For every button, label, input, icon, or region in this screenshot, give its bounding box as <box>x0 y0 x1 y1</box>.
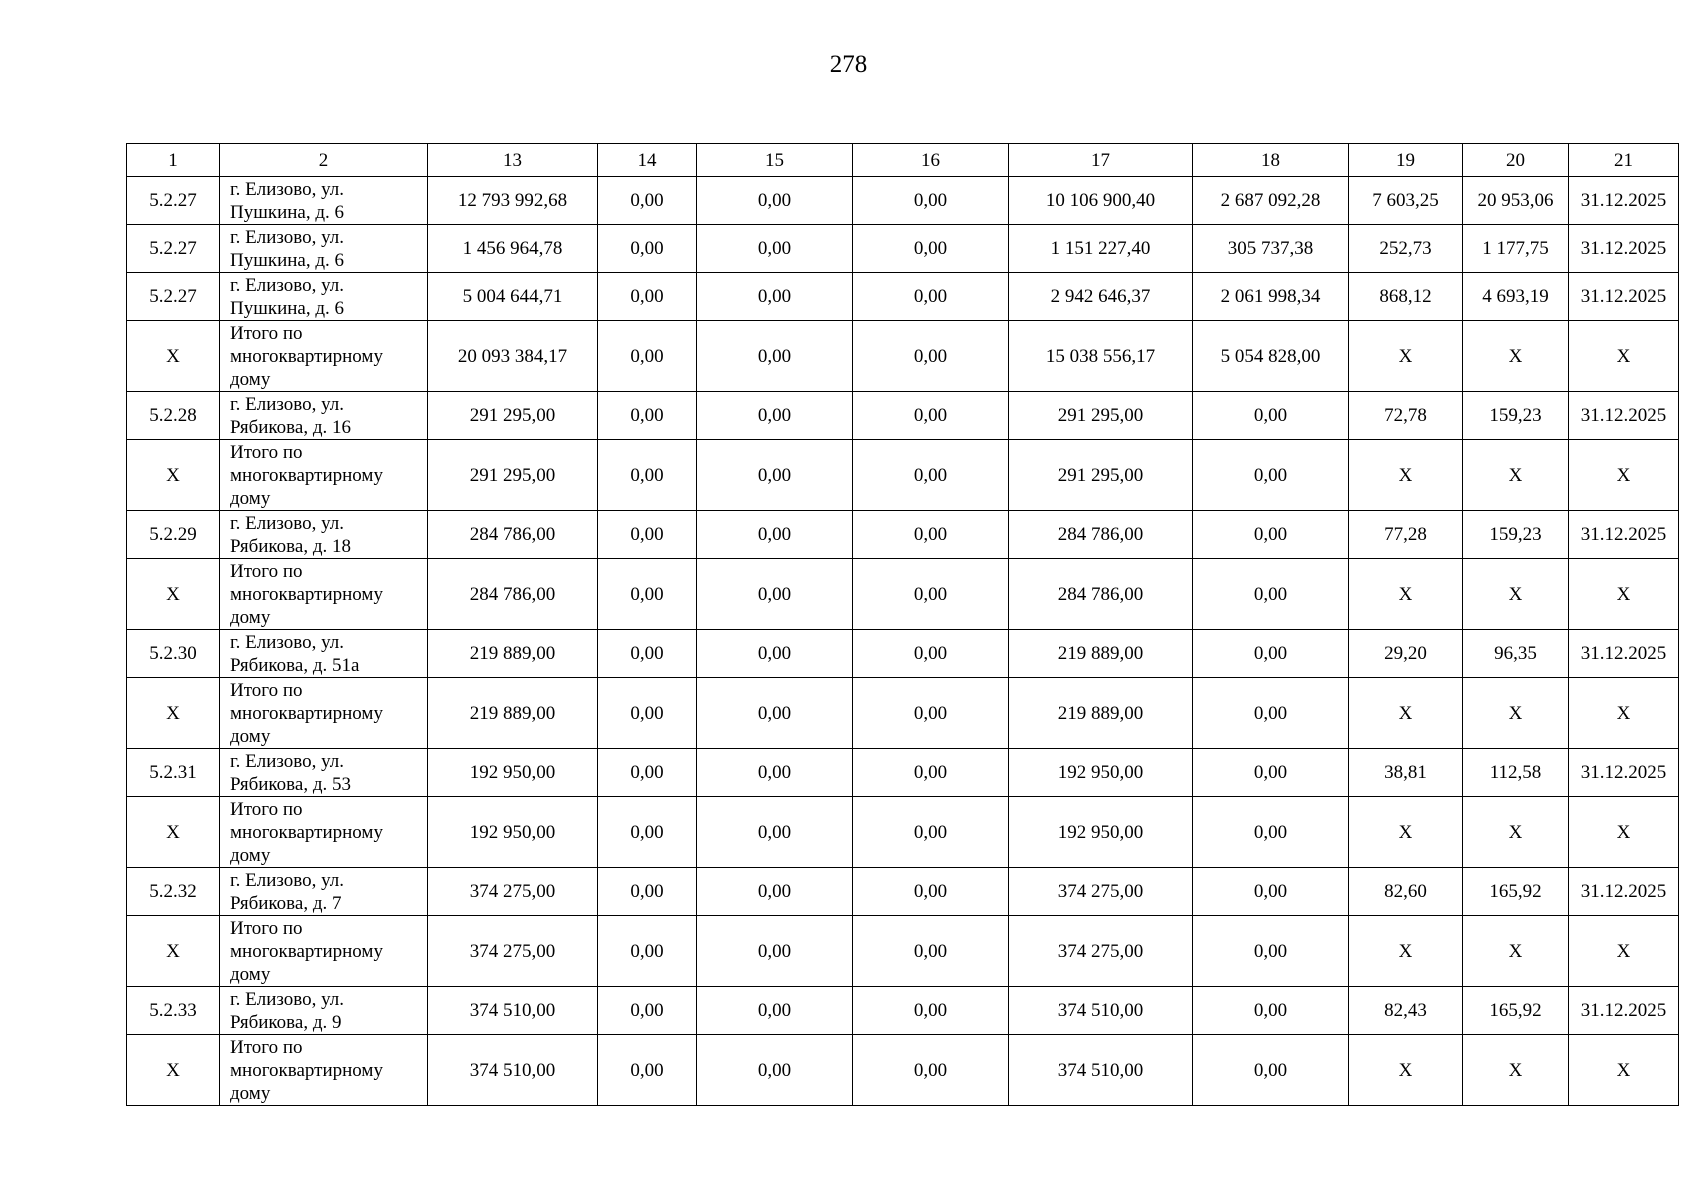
table-cell: 284 786,00 <box>1009 511 1193 559</box>
table-cell: 0,00 <box>853 273 1009 321</box>
table-cell: 0,00 <box>853 987 1009 1035</box>
table-cell: X <box>1349 916 1463 987</box>
table-cell: г. Елизово, ул. Рябикова, д. 16 <box>220 392 428 440</box>
table-cell: X <box>1569 797 1679 868</box>
table-cell: 96,35 <box>1463 630 1569 678</box>
table-cell: 0,00 <box>697 392 853 440</box>
table-row-total <box>127 440 1679 511</box>
table-cell: X <box>1463 1035 1569 1106</box>
table-cell: X <box>127 916 220 987</box>
table-cell: 0,00 <box>598 749 697 797</box>
table-cell: 868,12 <box>1349 273 1463 321</box>
table-cell: 38,81 <box>1349 749 1463 797</box>
table-cell: X <box>1463 440 1569 511</box>
table-cell: 0,00 <box>1193 440 1349 511</box>
header-row <box>127 144 1679 177</box>
table-cell: 29,20 <box>1349 630 1463 678</box>
table-cell: г. Елизово, ул. Рябикова, д. 18 <box>220 511 428 559</box>
column-header: 17 <box>1009 144 1193 177</box>
table-cell: X <box>127 440 220 511</box>
table-cell: 0,00 <box>853 225 1009 273</box>
table-cell: 5.2.27 <box>127 273 220 321</box>
table-cell: 0,00 <box>598 440 697 511</box>
table-cell: 0,00 <box>1193 678 1349 749</box>
table-row-total <box>127 797 1679 868</box>
table-cell: 0,00 <box>853 630 1009 678</box>
table-cell: Итого по многоквартирному дому <box>220 559 428 630</box>
table-cell: X <box>1349 1035 1463 1106</box>
table-cell: 374 275,00 <box>428 916 598 987</box>
table-cell: 5.2.27 <box>127 177 220 225</box>
table-row <box>127 630 1679 678</box>
table-cell: 1 177,75 <box>1463 225 1569 273</box>
table-cell: 20 093 384,17 <box>428 321 598 392</box>
table-cell: 0,00 <box>598 678 697 749</box>
table-cell: 0,00 <box>697 511 853 559</box>
table-cell: 31.12.2025 <box>1569 749 1679 797</box>
table-cell: 0,00 <box>598 321 697 392</box>
column-header: 14 <box>598 144 697 177</box>
table-cell: 0,00 <box>1193 797 1349 868</box>
table-cell: 82,43 <box>1349 987 1463 1035</box>
table-cell: г. Елизово, ул. Рябикова, д. 51а <box>220 630 428 678</box>
table-cell: 0,00 <box>598 987 697 1035</box>
table-cell: 72,78 <box>1349 392 1463 440</box>
table-cell: X <box>1349 440 1463 511</box>
table-cell: X <box>1463 678 1569 749</box>
table-cell: 0,00 <box>697 273 853 321</box>
table-cell: 1 151 227,40 <box>1009 225 1193 273</box>
table-cell: 0,00 <box>697 321 853 392</box>
table-body <box>127 177 1679 1106</box>
table-cell: 5.2.28 <box>127 392 220 440</box>
table-cell: X <box>127 797 220 868</box>
table-cell: 374 510,00 <box>1009 1035 1193 1106</box>
table-cell: 0,00 <box>697 559 853 630</box>
table-cell: 219 889,00 <box>1009 678 1193 749</box>
column-header: 21 <box>1569 144 1679 177</box>
table-cell: 15 038 556,17 <box>1009 321 1193 392</box>
column-header: 19 <box>1349 144 1463 177</box>
table-header <box>127 144 1679 177</box>
table-cell: 291 295,00 <box>1009 392 1193 440</box>
table-cell: 0,00 <box>853 392 1009 440</box>
table-cell: Итого по многоквартирному дому <box>220 678 428 749</box>
table-cell: 0,00 <box>697 440 853 511</box>
table-row-total <box>127 678 1679 749</box>
table-cell: 5.2.31 <box>127 749 220 797</box>
table-row-total <box>127 916 1679 987</box>
table-cell: 0,00 <box>697 916 853 987</box>
table-cell: 192 950,00 <box>428 797 598 868</box>
table-cell: г. Елизово, ул. Пушкина, д. 6 <box>220 177 428 225</box>
table-cell: 12 793 992,68 <box>428 177 598 225</box>
table-cell: 192 950,00 <box>1009 749 1193 797</box>
table-cell: 0,00 <box>853 916 1009 987</box>
table-cell: 20 953,06 <box>1463 177 1569 225</box>
table-cell: 0,00 <box>598 797 697 868</box>
table-row <box>127 868 1679 916</box>
table-cell: 0,00 <box>853 321 1009 392</box>
table-cell: 5.2.33 <box>127 987 220 1035</box>
table-cell: 0,00 <box>697 678 853 749</box>
table-row <box>127 749 1679 797</box>
table-row-total <box>127 559 1679 630</box>
table-cell: 192 950,00 <box>1009 797 1193 868</box>
table-cell: 0,00 <box>853 868 1009 916</box>
table-cell: 0,00 <box>853 511 1009 559</box>
table-cell: 31.12.2025 <box>1569 225 1679 273</box>
table-cell: X <box>1569 559 1679 630</box>
table-cell: 0,00 <box>697 868 853 916</box>
table-cell: X <box>1349 678 1463 749</box>
table-cell: 0,00 <box>598 273 697 321</box>
column-header: 2 <box>220 144 428 177</box>
table-cell: 0,00 <box>598 177 697 225</box>
table-row <box>127 392 1679 440</box>
table-row-total <box>127 321 1679 392</box>
table-cell: 0,00 <box>598 630 697 678</box>
table-cell: 2 687 092,28 <box>1193 177 1349 225</box>
table-cell: 0,00 <box>697 987 853 1035</box>
table-cell: 0,00 <box>598 225 697 273</box>
table-cell: X <box>1349 559 1463 630</box>
table-row <box>127 225 1679 273</box>
table-cell: X <box>1569 916 1679 987</box>
table-cell: 374 510,00 <box>1009 987 1193 1035</box>
table-cell: 5.2.32 <box>127 868 220 916</box>
table-cell: X <box>1569 321 1679 392</box>
data-table <box>126 143 1679 1106</box>
table-row <box>127 273 1679 321</box>
table-cell: 1 456 964,78 <box>428 225 598 273</box>
table-cell: 0,00 <box>697 630 853 678</box>
table-cell: X <box>1569 1035 1679 1106</box>
table-cell: 374 510,00 <box>428 1035 598 1106</box>
table-row <box>127 177 1679 225</box>
table-cell: 305 737,38 <box>1193 225 1349 273</box>
table-cell: 284 786,00 <box>428 511 598 559</box>
table-cell: 374 275,00 <box>1009 916 1193 987</box>
column-header: 16 <box>853 144 1009 177</box>
table-cell: X <box>1463 797 1569 868</box>
table-cell: 374 275,00 <box>1009 868 1193 916</box>
table-cell: X <box>127 559 220 630</box>
table-cell: 219 889,00 <box>428 678 598 749</box>
table-cell: г. Елизово, ул. Пушкина, д. 6 <box>220 225 428 273</box>
table-cell: 10 106 900,40 <box>1009 177 1193 225</box>
table-cell: 0,00 <box>1193 868 1349 916</box>
table-cell: X <box>1569 678 1679 749</box>
table-cell: 7 603,25 <box>1349 177 1463 225</box>
column-header: 20 <box>1463 144 1569 177</box>
table-cell: 159,23 <box>1463 392 1569 440</box>
table-cell: Итого по многоквартирному дому <box>220 916 428 987</box>
table-cell: 374 510,00 <box>428 987 598 1035</box>
table-cell: 0,00 <box>1193 749 1349 797</box>
table-cell: 291 295,00 <box>428 440 598 511</box>
table-cell: 77,28 <box>1349 511 1463 559</box>
table-row <box>127 987 1679 1035</box>
table-cell: 0,00 <box>598 559 697 630</box>
table-cell: 374 275,00 <box>428 868 598 916</box>
table-cell: 0,00 <box>598 1035 697 1106</box>
table-cell: 2 061 998,34 <box>1193 273 1349 321</box>
table-cell: X <box>1569 440 1679 511</box>
table-cell: 31.12.2025 <box>1569 273 1679 321</box>
table-cell: 0,00 <box>598 511 697 559</box>
table-cell: 284 786,00 <box>1009 559 1193 630</box>
table-cell: X <box>1349 321 1463 392</box>
table-cell: 2 942 646,37 <box>1009 273 1193 321</box>
table-cell: 0,00 <box>853 678 1009 749</box>
column-header: 18 <box>1193 144 1349 177</box>
table-cell: 0,00 <box>598 916 697 987</box>
table-cell: 0,00 <box>853 749 1009 797</box>
table-cell: 0,00 <box>697 225 853 273</box>
table-cell: 82,60 <box>1349 868 1463 916</box>
table-cell: 192 950,00 <box>428 749 598 797</box>
table-cell: 0,00 <box>853 1035 1009 1106</box>
table-cell: 5.2.30 <box>127 630 220 678</box>
table-cell: X <box>127 321 220 392</box>
table-cell: г. Елизово, ул. Рябикова, д. 7 <box>220 868 428 916</box>
table-cell: 0,00 <box>1193 511 1349 559</box>
table-cell: X <box>127 678 220 749</box>
table-cell: 159,23 <box>1463 511 1569 559</box>
table-cell: X <box>1463 559 1569 630</box>
column-header: 1 <box>127 144 220 177</box>
table-cell: Итого по многоквартирному дому <box>220 321 428 392</box>
table-cell: 5 054 828,00 <box>1193 321 1349 392</box>
table-cell: 291 295,00 <box>1009 440 1193 511</box>
table-cell: 0,00 <box>1193 916 1349 987</box>
table-cell: 0,00 <box>697 797 853 868</box>
table-cell: 0,00 <box>697 1035 853 1106</box>
table-cell: 31.12.2025 <box>1569 630 1679 678</box>
table-cell: 0,00 <box>853 177 1009 225</box>
table-cell: 0,00 <box>1193 630 1349 678</box>
table-cell: 5.2.27 <box>127 225 220 273</box>
table-cell: 31.12.2025 <box>1569 511 1679 559</box>
column-header: 15 <box>697 144 853 177</box>
table-cell: 0,00 <box>697 177 853 225</box>
table-cell: 0,00 <box>853 559 1009 630</box>
table-cell: 31.12.2025 <box>1569 868 1679 916</box>
table-cell: 291 295,00 <box>428 392 598 440</box>
table-cell: 219 889,00 <box>428 630 598 678</box>
table-cell: 5 004 644,71 <box>428 273 598 321</box>
table-cell: 0,00 <box>1193 559 1349 630</box>
table-cell: 252,73 <box>1349 225 1463 273</box>
table-cell: Итого по многоквартирному дому <box>220 1035 428 1106</box>
table-cell: 4 693,19 <box>1463 273 1569 321</box>
table-cell: 0,00 <box>1193 987 1349 1035</box>
table-cell: 5.2.29 <box>127 511 220 559</box>
table-cell: г. Елизово, ул. Рябикова, д. 53 <box>220 749 428 797</box>
table-cell: 112,58 <box>1463 749 1569 797</box>
page-number: 278 <box>829 51 868 78</box>
table-cell: 0,00 <box>598 392 697 440</box>
table-cell: 219 889,00 <box>1009 630 1193 678</box>
table-cell: г. Елизово, ул. Рябикова, д. 9 <box>220 987 428 1035</box>
table-cell: 31.12.2025 <box>1569 987 1679 1035</box>
table-cell: 0,00 <box>1193 1035 1349 1106</box>
table-row-total <box>127 1035 1679 1106</box>
table-cell: 31.12.2025 <box>1569 392 1679 440</box>
table-cell: 31.12.2025 <box>1569 177 1679 225</box>
table-cell: 165,92 <box>1463 868 1569 916</box>
table-row <box>127 511 1679 559</box>
table-cell: 0,00 <box>598 868 697 916</box>
table-cell: 0,00 <box>853 797 1009 868</box>
table-cell: 0,00 <box>853 440 1009 511</box>
table-cell: X <box>1463 321 1569 392</box>
column-header: 13 <box>428 144 598 177</box>
table-cell: 165,92 <box>1463 987 1569 1035</box>
table-cell: X <box>127 1035 220 1106</box>
table-cell: X <box>1463 916 1569 987</box>
table-cell: 0,00 <box>1193 392 1349 440</box>
table-cell: X <box>1349 797 1463 868</box>
table-cell: Итого по многоквартирному дому <box>220 797 428 868</box>
table-cell: Итого по многоквартирному дому <box>220 440 428 511</box>
table-cell: 0,00 <box>697 749 853 797</box>
table-cell: 284 786,00 <box>428 559 598 630</box>
table-cell: г. Елизово, ул. Пушкина, д. 6 <box>220 273 428 321</box>
